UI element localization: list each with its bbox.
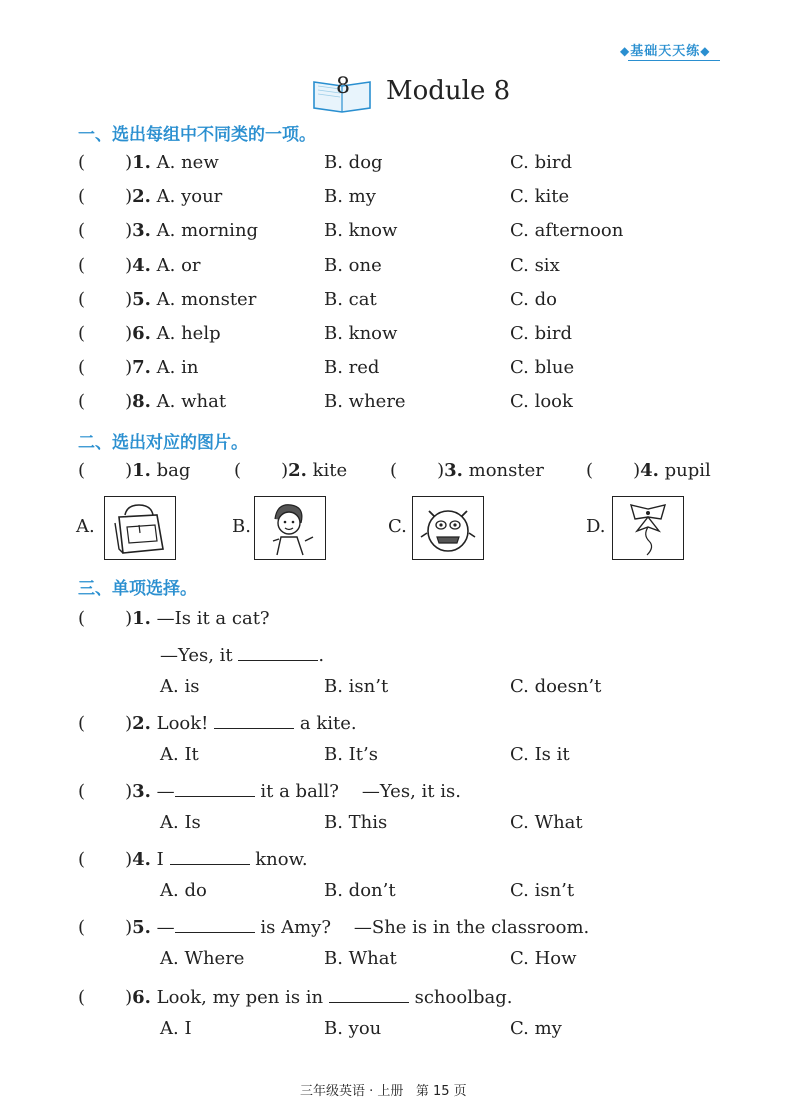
fill-blank[interactable] xyxy=(170,846,250,865)
option-c: C. blue xyxy=(510,357,575,379)
option-b: B. know xyxy=(324,220,398,242)
option-a: A. in xyxy=(156,357,199,379)
monster-icon xyxy=(412,496,484,560)
answer-bracket[interactable]: ( ) xyxy=(78,186,133,208)
answer-bracket[interactable]: ( ) xyxy=(78,713,133,734)
option-a: A. or xyxy=(156,254,201,276)
option-b: B. my xyxy=(324,186,376,208)
answer-bracket[interactable]: ( ) xyxy=(390,460,445,481)
answer-bracket[interactable]: ( ) xyxy=(78,254,133,276)
option-a: A. is xyxy=(160,676,200,697)
pupil-icon xyxy=(254,496,326,560)
option-b: B. don’t xyxy=(324,880,396,901)
option-b: B. isn’t xyxy=(324,676,389,697)
picture-label-a: A. xyxy=(76,516,95,537)
option-b: B. It’s xyxy=(324,744,378,765)
picture-label-c: C. xyxy=(388,516,407,537)
option-c: C. six xyxy=(510,254,560,276)
option-c: C. kite xyxy=(510,186,570,208)
option-b: B. one xyxy=(324,254,382,276)
answer-bracket[interactable]: ( ) xyxy=(78,220,133,242)
footer-book: 三年级英语 · 上册 xyxy=(300,1084,404,1099)
answer-bracket[interactable]: ( ) xyxy=(78,391,133,413)
option-c: C. look xyxy=(510,391,573,413)
diamond-icon: ◆ xyxy=(700,44,711,58)
option-a: A. monster xyxy=(156,288,257,310)
question-5: ( )5. — is Amy? —She is in the classroom. xyxy=(78,914,589,938)
fill-blank[interactable] xyxy=(175,914,255,933)
option-b: B. What xyxy=(324,948,397,969)
option-b: B. where xyxy=(324,391,406,413)
fill-blank[interactable] xyxy=(175,778,255,797)
answer-bracket[interactable]: ( ) xyxy=(78,917,133,938)
answer-bracket[interactable]: ( ) xyxy=(78,357,133,379)
option-c: C. doesn’t xyxy=(510,676,602,697)
option-c: C. do xyxy=(510,288,557,310)
option-c: C. bird xyxy=(510,323,572,344)
header-badge xyxy=(620,40,710,59)
section-2-item: ( )4. pupil xyxy=(586,460,711,481)
answer-bracket[interactable]: ( ) xyxy=(78,152,133,173)
answer-bracket[interactable]: ( ) xyxy=(78,849,133,870)
answer-bracket[interactable]: ( ) xyxy=(78,987,133,1008)
diamond-icon: ◆ xyxy=(620,44,631,58)
option-b: B. red xyxy=(324,357,380,379)
answer-bracket[interactable]: ( ) xyxy=(78,460,133,481)
module-number: 8 xyxy=(336,74,350,99)
answer-bracket[interactable]: ( ) xyxy=(586,460,641,481)
option-b: B. This xyxy=(324,812,388,833)
option-c: C. How xyxy=(510,948,577,969)
question-1: ( )1. —Is it a cat? xyxy=(78,608,270,629)
page-footer xyxy=(300,1080,467,1099)
option-a: A. new xyxy=(156,152,219,173)
option-a: A. help xyxy=(156,323,221,344)
section-1-item: ( )5. A. monster xyxy=(78,288,257,310)
section-1-item: ( )1. A. new xyxy=(78,152,219,173)
option-c: C. What xyxy=(510,812,583,833)
option-b: B. dog xyxy=(324,152,383,173)
option-a: A. your xyxy=(156,186,223,208)
question-6: ( )6. Look, my pen is in schoolbag. xyxy=(78,984,512,1008)
section-2-title: 二、选出对应的图片。 xyxy=(78,433,248,453)
question-3: ( )3. — it a ball? —Yes, it is. xyxy=(78,778,461,802)
answer-bracket[interactable]: ( ) xyxy=(78,288,133,310)
picture-label-b: B. xyxy=(232,516,251,537)
kite-icon xyxy=(612,496,684,560)
option-c: C. afternoon xyxy=(510,220,624,242)
section-2-item: ( )3. monster xyxy=(390,460,544,481)
section-1-item: ( )4. A. or xyxy=(78,254,201,276)
option-a: A. do xyxy=(160,880,207,901)
option-a: A. what xyxy=(156,391,227,413)
fill-blank[interactable] xyxy=(329,984,409,1003)
option-a: A. It xyxy=(160,744,199,765)
schoolbag-icon xyxy=(104,496,176,560)
option-b: B. cat xyxy=(324,288,377,310)
badge-text: 基础天天练 xyxy=(630,44,701,59)
option-a: A. Is xyxy=(160,812,201,833)
question-2: ( )2. Look! a kite. xyxy=(78,710,357,734)
answer-bracket[interactable]: ( ) xyxy=(78,781,133,802)
answer-bracket[interactable]: ( ) xyxy=(78,323,133,344)
question-1-line-2: —Yes, it . xyxy=(160,642,324,666)
section-1-item: ( )6. A. help xyxy=(78,323,221,344)
section-1-item: ( )2. A. your xyxy=(78,186,223,208)
fill-blank[interactable] xyxy=(214,710,294,729)
option-c: C. my xyxy=(510,1018,562,1039)
option-b: B. know xyxy=(324,323,398,344)
option-c: C. bird xyxy=(510,152,572,173)
section-1-item: ( )3. A. morning xyxy=(78,220,259,242)
fill-blank[interactable] xyxy=(238,642,318,661)
section-1-title: 一、选出每组中不同类的一项。 xyxy=(78,125,316,145)
answer-bracket[interactable]: ( ) xyxy=(78,608,133,629)
page-number: 第 15 页 xyxy=(415,1084,467,1099)
option-c: C. isn’t xyxy=(510,880,575,901)
section-3-title: 三、单项选择。 xyxy=(78,579,197,599)
answer-bracket[interactable]: ( ) xyxy=(234,460,289,481)
option-b: B. you xyxy=(324,1018,382,1039)
section-2-item: ( )2. kite xyxy=(234,460,348,481)
badge-underline xyxy=(628,60,720,61)
page-title: Module 8 xyxy=(386,76,511,106)
question-4: ( )4. I know. xyxy=(78,846,308,870)
section-1-item: ( )7. A. in xyxy=(78,357,199,379)
picture-label-d: D. xyxy=(586,516,606,537)
option-a: A. I xyxy=(160,1018,192,1039)
option-a: A. morning xyxy=(156,220,259,242)
option-a: A. Where xyxy=(160,948,245,969)
section-2-item: ( )1. bag xyxy=(78,460,191,481)
option-c: C. Is it xyxy=(510,744,570,765)
section-1-item: ( )8. A. what xyxy=(78,391,227,413)
